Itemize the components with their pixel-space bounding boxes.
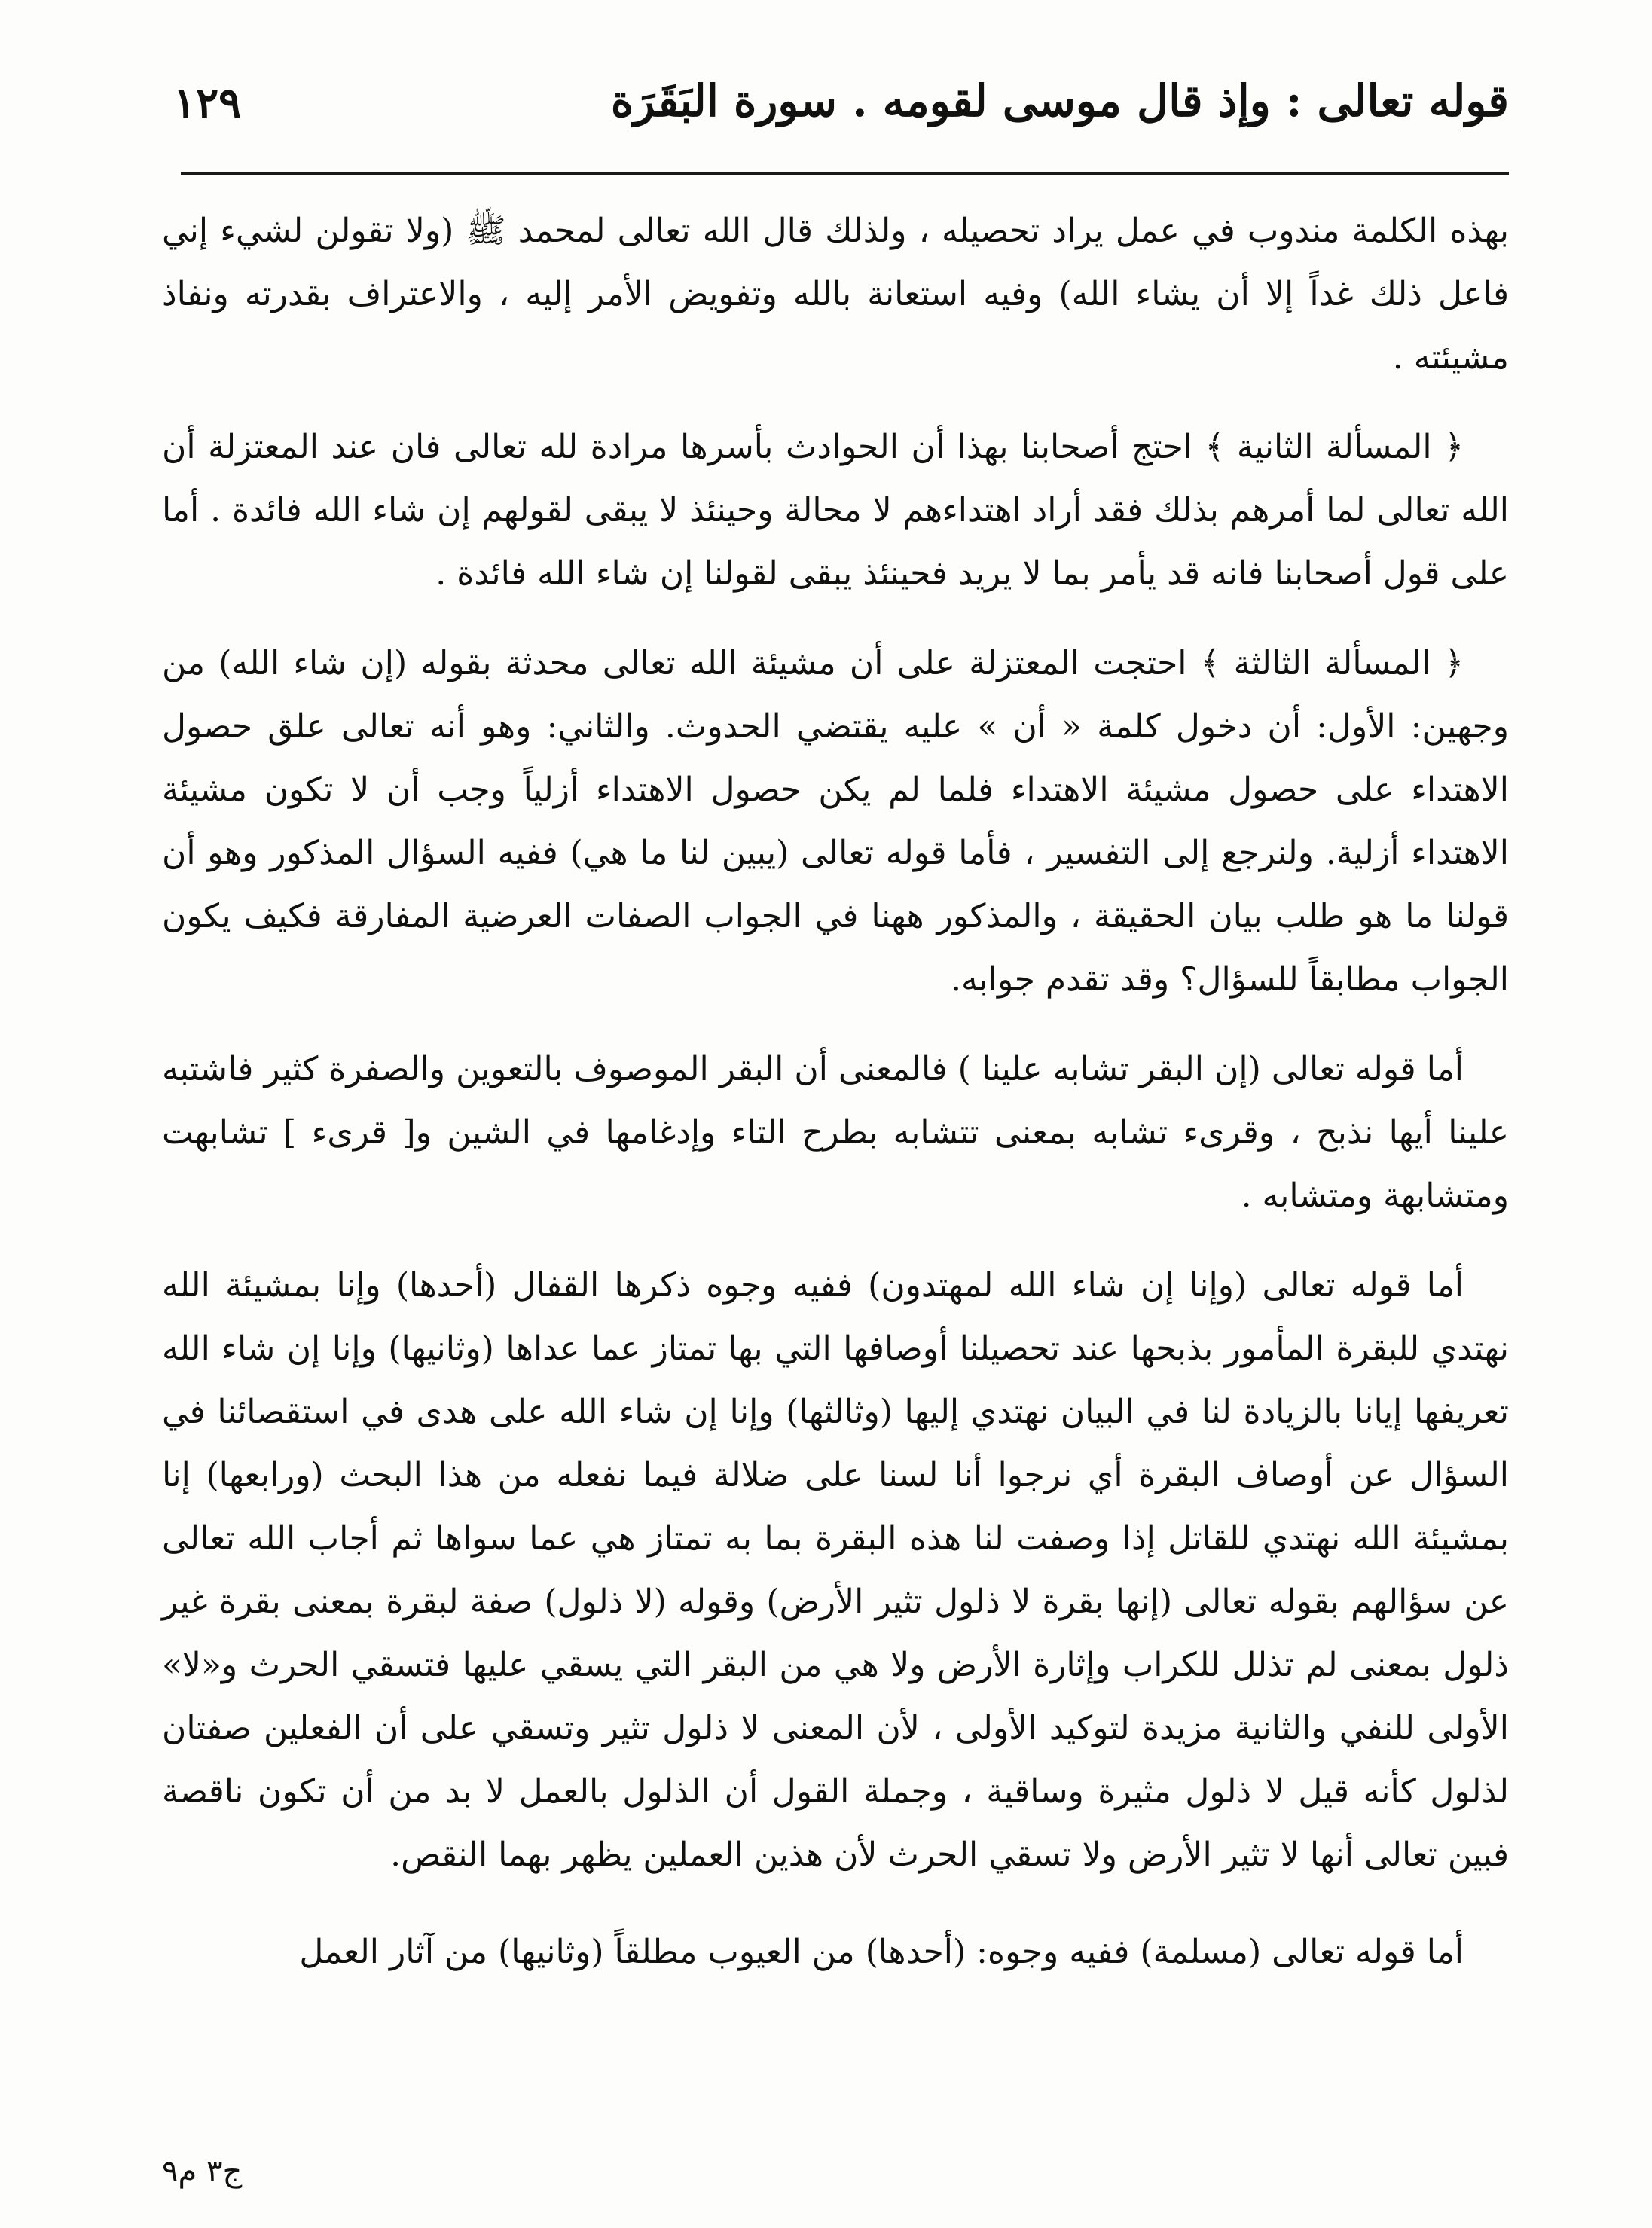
header-divider <box>181 172 1509 175</box>
printer-signature: ج٣ م٩ <box>162 2154 243 2189</box>
paragraph-2-second-issue: ﴿ المسألة الثانية ﴾ احتج أصحابنا بهذا أن الحوادث بأسرها مرادة لله تعالى فان عند المعتزلة أن الله تعالى لما أمرهم بذلك فقد أراد اهتداءهم لا محالة وحينئذ لا يبقى لقولهم إن شاء الله فائدة . أما على قول أصحابنا فانه قد يأمر بما لا يريد فحينئذ يبقى لقولنا إن شاء الله فائدة . <box>162 428 1509 593</box>
paragraph-3-third-issue: ﴿ المسألة الثالثة ﴾ احتجت المعتزلة على أن مشيئة الله تعالى محدثة بقوله (إن شاء الله) من وجهين: الأول: أن دخول كلمة « أن » عليه يقتضي الحدوث. والثاني: وهو أنه تعالى علق حصول الاهتداء على حصول مشيئة الاهتداء فلما لم يكن حصول الاهتداء أزلياً وجب أن لا تكون مشيئة الاهتداء أزلية. ولنرجع إلى التفسير ، فأما قوله تعالى (يبين لنا ما هي) ففيه السؤال المذكور وهو أن قولنا ما هو طلب بيان الحقيقة ، والمذكور ههنا في الجواب الصفات العرضية المفارقة فكيف يكون الجواب مطابقاً للسؤال؟ وقد تقدم جوابه. <box>162 644 1509 999</box>
page-number: ١٢٩ <box>173 78 242 128</box>
paragraph-5: أما قوله تعالى (وإنا إن شاء الله لمهتدون) ففيه وجوه ذكرها القفال (أحدها) وإنا بمشيئة الله نهتدي للبقرة المأمور بذبحها عند تحصيلنا أوصافها التي بها تمتاز عما عداها (وثانيها) وإنا إن شاء الله تعريفها إيانا بالزيادة لنا في البيان نهتدي إليها (وثالثها) وإنا إن شاء الله على هدى في استقصائنا في السؤال عن أوصاف البقرة أي نرجوا أنا لسنا على ضلالة فيما نفعله من هذا البحث (ورابعها) إنا بمشيئة الله نهتدي للقاتل إذا وصفت لنا هذه البقرة بما به تمتاز هي عما سواها ثم أجاب الله تعالى عن سؤالهم بقوله تعالى (إنها بقرة لا ذلول تثير الأرض) وقوله (لا ذلول) صفة لبقرة بمعنى بقرة غير ذلول بمعنى لم تذلل للكراب وإثارة الأرض ولا هي من البقر التي يسقي عليها فتسقي الحرث و«لا» الأولى للنفي والثانية مزيدة لتوكيد الأولى ، لأن المعنى لا ذلول تثير وتسقي على أن الفعلين صفتان لذلول كأنه قيل لا ذلول مثيرة وساقية ، وجملة القول أن الذلول بالعمل لا بد من أن تكون ناقصة فبين تعالى أنها لا تثير الأرض ولا تسقي الحرث لأن هذين العملين يظهر بهما النقص. <box>162 1266 1509 1874</box>
main-text <box>162 200 1509 2010</box>
header-title: قوله تعالى : وإذ قال موسى لقومه . سورة البَقَرَة <box>610 75 1509 127</box>
paragraph-1: بهذه الكلمة مندوب في عمل يراد تحصيله ، ولذلك قال الله تعالى لمحمد ﷺ (ولا تقولن لشيء إني فاعل ذلك غداً إلا أن يشاء الله) وفيه استعانة بالله وتفويض الأمر إليه ، والاعتراف بقدرته ونفاذ مشيئته . <box>162 212 1509 377</box>
paragraph-6: أما قوله تعالى (مسلمة) ففيه وجوه: (أحدها) من العيوب مطلقاً (وثانيها) من آثار العمل <box>299 1933 1464 1971</box>
running-header <box>173 75 1509 158</box>
paragraph-4: أما قوله تعالى (إن البقر تشابه علينا ) فالمعنى أن البقر الموصوف بالتعوين والصفرة كثير فاشتبه علينا أيها نذبح ، وقرىء تشابه بمعنى تتشابه بطرح التاء وإدغامها في الشين و[ قرىء ] تشابهت ومتشابهة ومتشابه . <box>162 1050 1509 1215</box>
